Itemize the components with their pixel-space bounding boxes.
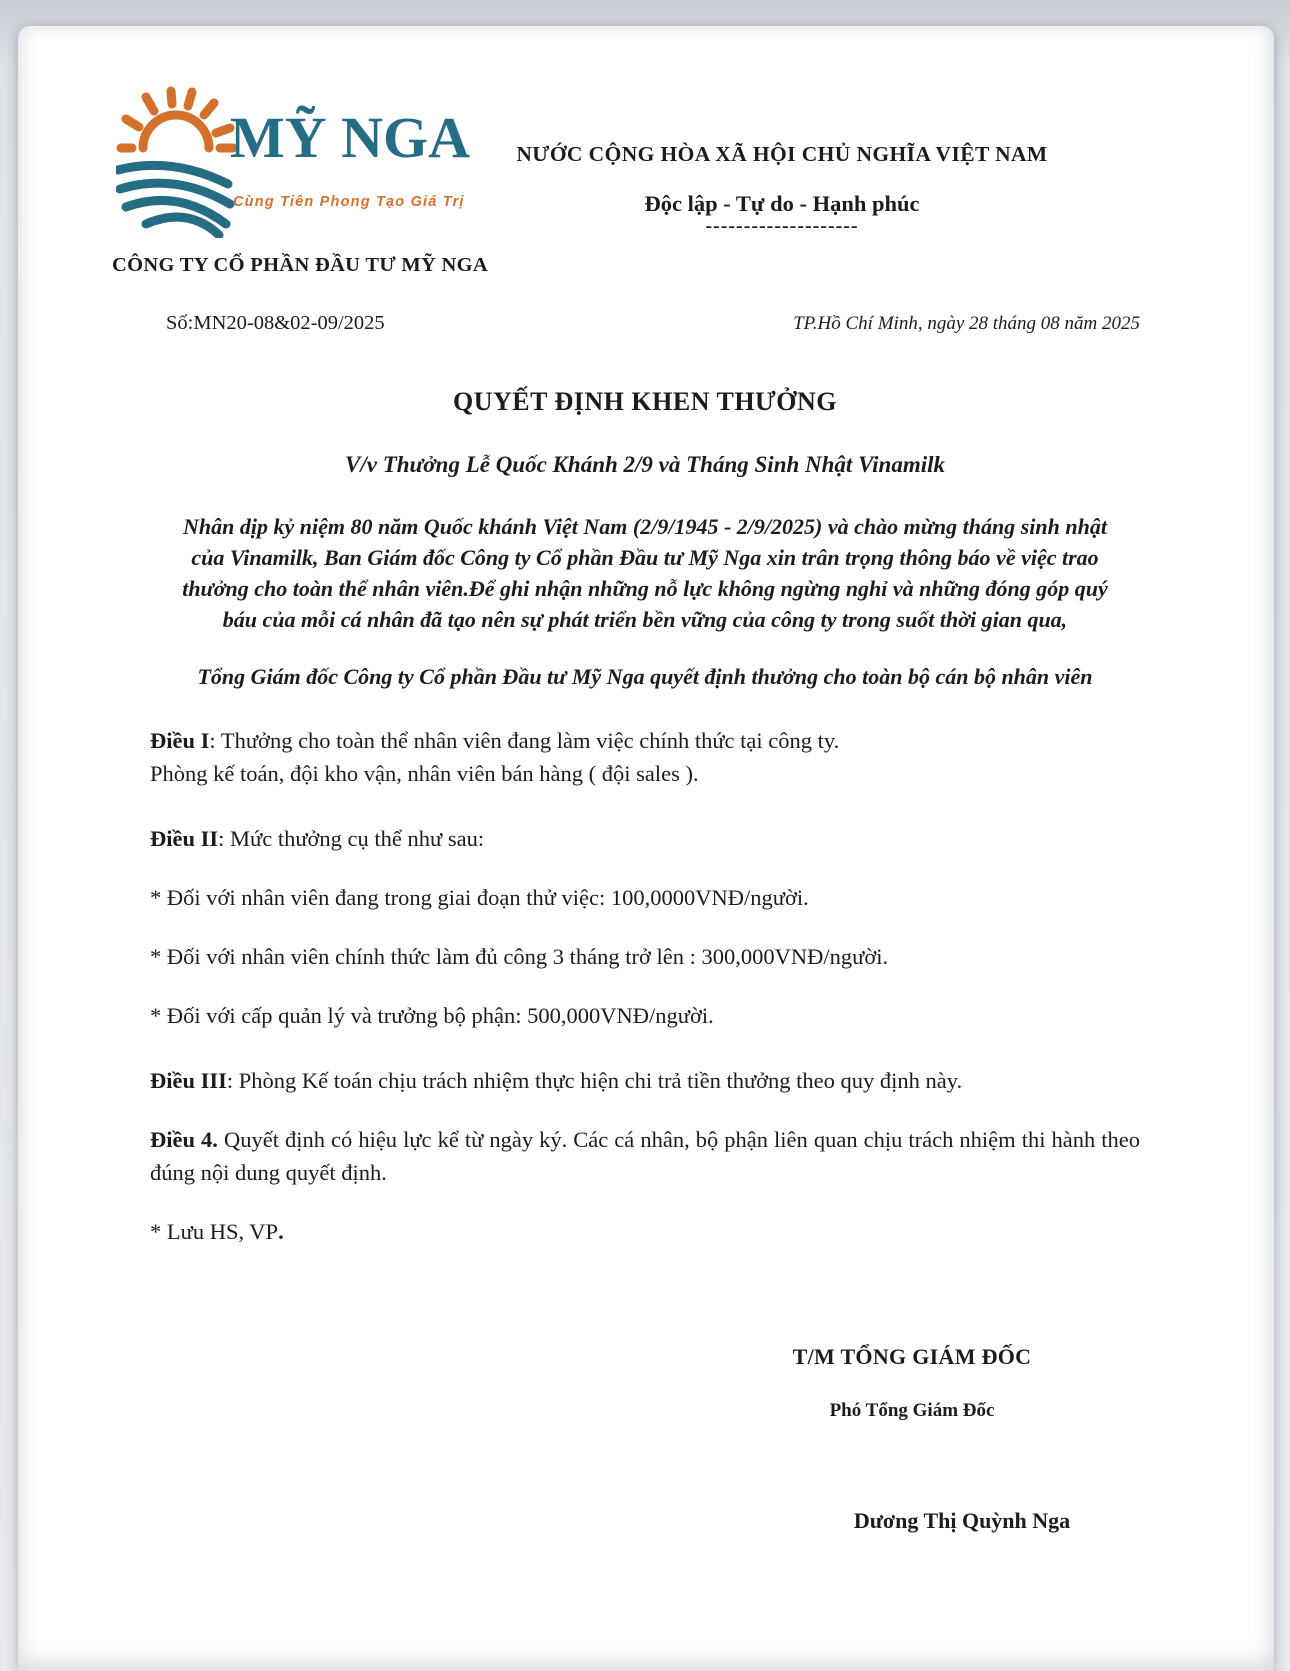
article-1-line2: Phòng kế toán, đội kho vận, nhân viên bán hàng ( đội sales ). (150, 761, 699, 786)
reward-bullet-1: * Đối với nhân viên đang trong giai đoạn thử việc: 100,0000VNĐ/người. (150, 885, 809, 910)
article-4 (150, 1123, 1140, 1189)
article-1 (150, 724, 1140, 790)
place-and-date: TP.Hồ Chí Minh, ngày 28 tháng 08 năm 2025 (793, 313, 1140, 334)
archive-note-period: . (278, 1219, 284, 1244)
article-2 (150, 822, 1140, 855)
article-3 (150, 1064, 1140, 1097)
document-title: QUYẾT ĐỊNH KHEN THƯỞNG (453, 387, 837, 416)
article-4-text: Quyết định có hiệu lực kể từ ngày ký. Các cá nhân, bộ phận liên quan chịu trách nhiệm thi hành theo đúng nội dung quyết định. (150, 1127, 1141, 1185)
reward-bullet-3: * Đối với cấp quản lý và trưởng bộ phận: 500,000VNĐ/người. (150, 1003, 714, 1028)
signature-role: Phó Tổng Giám Đốc (829, 1400, 995, 1421)
article-2-label: Điều II (150, 826, 219, 851)
national-motto-line2: Độc lập - Tự do - Hạnh phúc (644, 191, 920, 216)
article-3-label: Điều III (150, 1068, 227, 1093)
national-header (492, 142, 1072, 238)
document-body (150, 385, 1140, 1248)
document-meta-row (150, 312, 1140, 335)
article-1-text: : Thưởng cho toàn thể nhân viên đang làm việc chính thức tại công ty. (209, 728, 840, 753)
separator-dashes: -------------------- (705, 215, 859, 237)
article-1-label: Điều I (150, 728, 210, 753)
archive-note-text: * Lưu HS, VP (150, 1219, 279, 1244)
reward-bullet-2: * Đối với nhân viên chính thức làm đủ công 3 tháng trở lên : 300,000VNĐ/người. (150, 944, 889, 969)
national-motto-line1: NƯỚC CỘNG HÒA XÃ HỘI CHỦ NGHĨA VIỆT NAM (516, 142, 1048, 166)
signature-name: Dương Thị Quỳnh Nga (853, 1508, 1071, 1533)
article-3-text: : Phòng Kế toán chịu trách nhiệm thực hiện chi trả tiền thưởng theo quy định này. (226, 1068, 963, 1093)
decision-paragraph: Tổng Giám đốc Công ty Cổ phần Đầu tư Mỹ Nga quyết định thưởng cho toàn bộ cán bộ nhân viên (197, 664, 1093, 689)
brand-wordmark: MỸ NGA (230, 105, 471, 170)
archive-note (150, 1215, 1140, 1248)
article-2-text: : Mức thưởng cụ thể như sau: (218, 826, 485, 851)
sun-waves-logo-icon (116, 86, 238, 238)
document-subject: V/v Thưởng Lễ Quốc Khánh 2/9 và Tháng Sinh Nhật Vinamilk (345, 452, 945, 477)
signature-authority: T/M TỔNG GIÁM ĐỐC (792, 1344, 1032, 1369)
document-number: Số:MN20-08&02-09/2025 (166, 312, 385, 334)
company-name: CÔNG TY CỔ PHẦN ĐẦU TƯ MỸ NGA (112, 254, 488, 276)
brand-tagline: Cùng Tiên Phong Tạo Giá Trị (233, 194, 465, 210)
article-4-label: Điều 4. (150, 1127, 218, 1152)
intro-paragraph: Nhân dịp kỷ niệm 80 năm Quốc khánh Việt Nam (2/9/1945 - 2/9/2025) và chào mừng tháng sinh nhật của Vinamilk, Ban Giám đốc Công ty Cổ phần Đầu tư Mỹ Nga xin trân trọng thông báo về việc trao thưởng cho toàn thể nhân viên.Để ghi nhận những nỗ lực không ngừng nghỉ và những đóng góp quý báu của mỗi cá nhân đã tạo nên sự phát triển bền vững của công ty trong suốt thời gian qua, (182, 514, 1108, 632)
